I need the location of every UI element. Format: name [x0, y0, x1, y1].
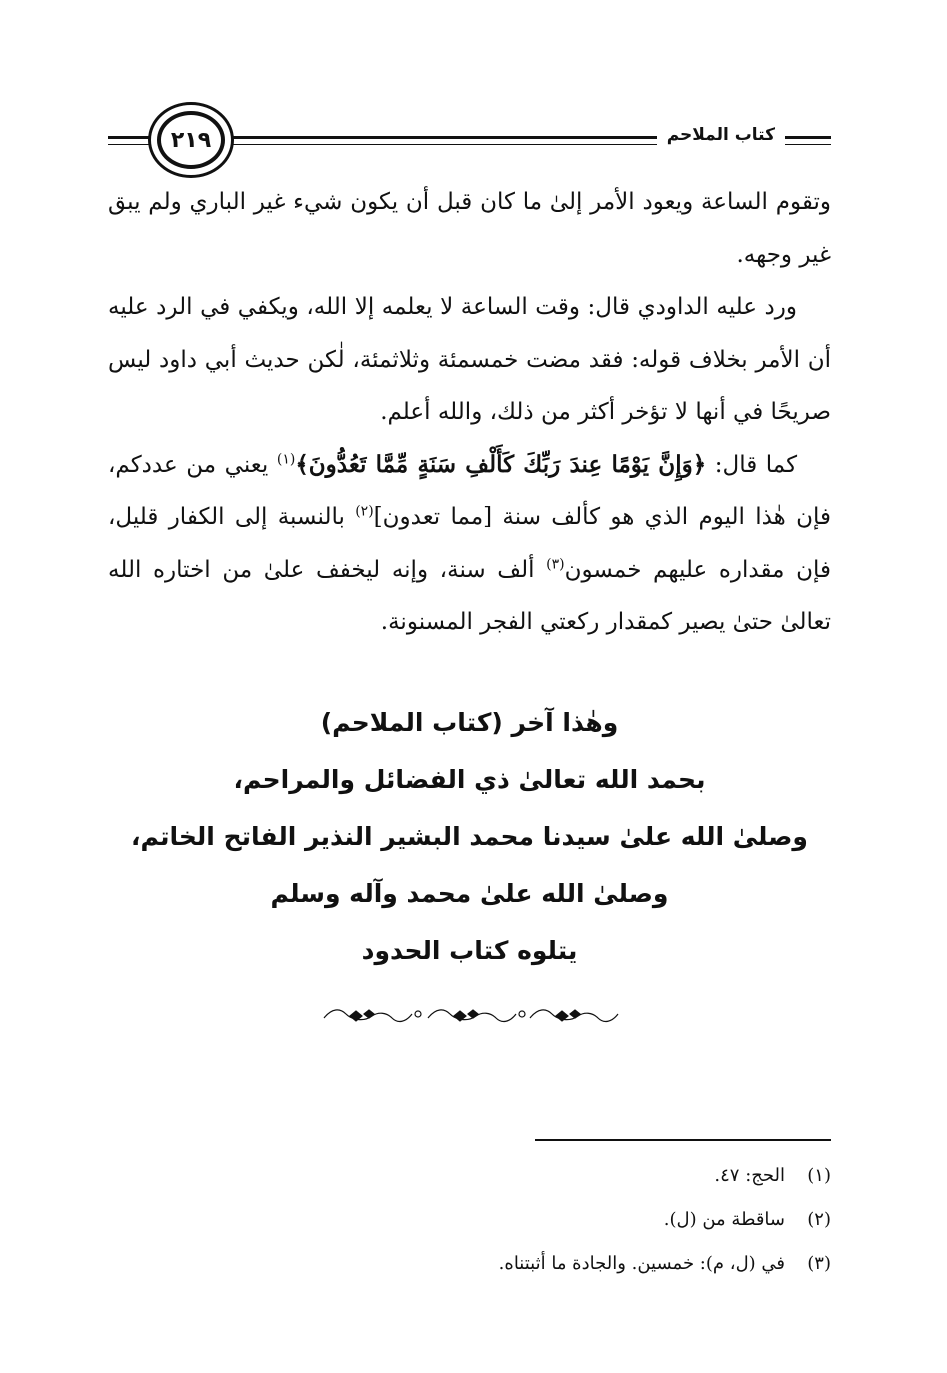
- footnote-number: (٣): [807, 1253, 831, 1274]
- ornament-motif-left: [324, 1010, 421, 1022]
- footnote-separator: [535, 1139, 831, 1141]
- paragraph-2: ورد عليه الداودي قال: وقت الساعة لا يعلمه إلا الله، ويكفي في الرد عليه أن الأمر بخلاف قوله: فقد مضت خمسمئة وثلاثمئة، لٰكن حديث أبي داود ليس صريحًا في أنها لا تؤخر أكثر من ذلك، والله أعلم.: [108, 294, 831, 425]
- paragraph-3-middle-1: يعني من عددكم، فإن هٰذا اليوم الذي هو كألف سنة [مما تعدون]: [108, 451, 832, 530]
- header-rule-cap: [797, 136, 831, 145]
- footnote-1: [108, 1154, 831, 1198]
- footnote-ref-2[interactable]: (٢): [355, 503, 374, 520]
- paragraph-1: وتقوم الساعة ويعود الأمر إلىٰ ما كان قبل أن يكون شيء غير الباري ولم يبق غير وجهه.: [108, 189, 831, 268]
- page-number: ٢١٩: [157, 111, 225, 169]
- ornament-motif-center: [428, 1010, 525, 1022]
- paragraph-3-end: ألف سنة، وإنه ليخفف علىٰ من اختاره الله تعالىٰ حتىٰ يصير كمقدار ركعتي الفجر المسنونة.: [108, 556, 831, 635]
- paragraph-3-intro: كما قال:: [714, 451, 798, 478]
- main-text: [108, 176, 831, 649]
- footnote-2: [108, 1198, 831, 1242]
- footnote-text: الحج: ٤٧.: [714, 1165, 785, 1186]
- closing-line-1: وهٰذا آخر (كتاب الملاحم): [320, 708, 619, 737]
- paragraph-3-middle-2: بالنسبة إلى الكفار قليل، فإن مقداره عليهم خمسون: [108, 504, 831, 583]
- footnote-3: [108, 1242, 831, 1286]
- footnote-text: ساقطة من (ل).: [663, 1209, 785, 1230]
- ornament-motif-right: [530, 1010, 618, 1022]
- page-header: [108, 100, 831, 180]
- closing-block: [108, 694, 831, 979]
- closing-line-5: يتلوه كتاب الحدود: [361, 936, 578, 965]
- closing-line-3: وصلىٰ الله علىٰ سيدنا محمد البشير النذير الفاتح الخاتم،: [131, 822, 808, 851]
- footnote-ref-1[interactable]: (١): [276, 450, 296, 467]
- paragraph-3: [108, 439, 831, 649]
- page-number-badge: [148, 102, 234, 178]
- quran-verse: ﴿وَإِنَّ يَوْمًا عِندَ رَبِّكَ كَأَلْفِ سَنَةٍ مِّمَّا تَعُدُّونَ﴾: [295, 450, 707, 478]
- closing-line-2: بحمد الله تعالىٰ ذي الفضائل والمراحم،: [233, 765, 706, 794]
- running-title: كتاب الملاحم: [657, 122, 785, 148]
- footnotes: [108, 1154, 831, 1286]
- footnote-ref-3[interactable]: (٣): [546, 555, 565, 572]
- ornament-divider-icon: [320, 1004, 626, 1028]
- closing-line-4: وصلىٰ الله علىٰ محمد وآله وسلم: [270, 879, 669, 908]
- footnote-text: في (ل، م): خمسين. والجادة ما أثبتناه.: [498, 1253, 785, 1274]
- footnote-number: (١): [807, 1165, 831, 1186]
- footnote-number: (٢): [807, 1209, 831, 1230]
